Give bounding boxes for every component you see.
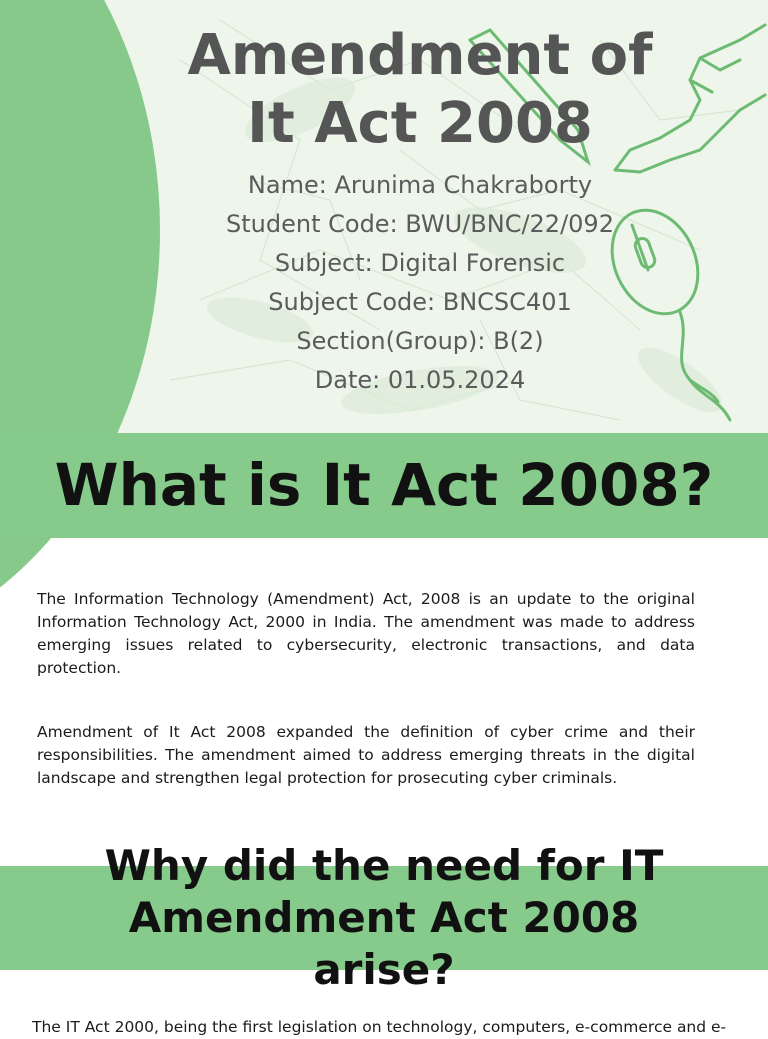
section2-heading-clip [0,841,768,1024]
section2-heading-line2: Amendment Act 2008 [128,893,640,942]
section2-heading-line1: Why did the need for IT [104,841,664,890]
section2-heading-line3: arise? [313,945,455,994]
section1-heading-band [0,433,768,538]
presentation-date: Date: 01.05.2024 [314,366,526,394]
section2-paragraph: The IT Act 2000, being the first legislation on technology, computers, e-commerce and e- [32,1018,727,1036]
subject: Subject: Digital Forensic [274,249,566,277]
section-group: Section(Group): B(2) [296,327,544,355]
cover-slide [0,0,768,433]
student-code: Student Code: BWU/BNC/22/092 [226,210,614,238]
subject-code: Subject Code: BNCSC401 [268,288,572,316]
student-name: Name: Arunima Chakraborty [247,171,593,199]
section1-paragraph-1: The Information Technology (Amendment) Act, 2008 is an update to the original Information Technology Act, 2000 in India. The amendment was made to address emerging issues related to cybersecurity, electronic transactions, and data protection. [37,590,695,677]
student-info-block [180,166,660,400]
presentation-title: Amendment of It Act 2008 [187,23,653,156]
section1-heading: What is It Act 2008? [54,451,714,519]
section1-paragraph-2: Amendment of It Act 2008 expanded the definition of cyber crime and their responsibilities. The amendment aimed to address emerging threats in the digital landscape and strengthen legal protection for prosecuting cyber criminals. [37,723,695,787]
section2-heading [0,840,768,996]
